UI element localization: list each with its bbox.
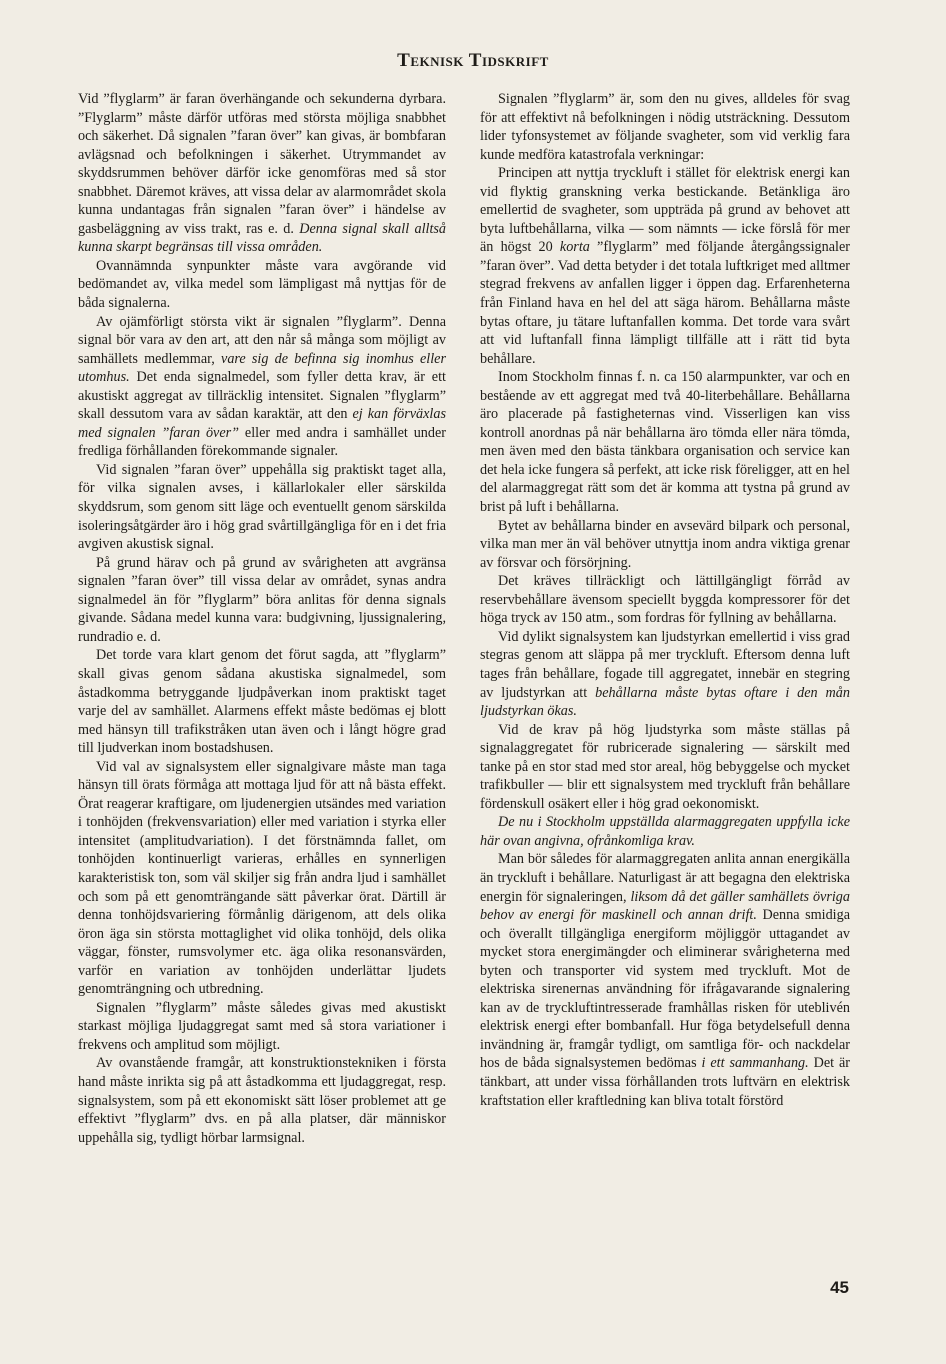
paragraph: Principen att nyttja tryckluft i stället för elektrisk energi kan vid flyktig granskning verka bestickande. Betänkliga äro emellertid de svagheter, som uppträda på grund av behovet att byta luftbehållarna, vilka — som nämnts — icke förslå för mer än högst 20 korta ”flyglarm” med följande återgångssignaler ”faran över”. Vad detta betyder i det totala luftkriget med alltmer stegrad frekvens av anfallen ligger i öppen dag. Erfarenheterna från Finland hava en hel del att säga härom. Behållarna måste bytas oftare, ju tätare luftanfallen komma. Det torde vara svårt att vid luftanfall finna lämpligt tillfälle att i rätt tid byta behållare. [480, 165, 850, 367]
paragraph: Det torde vara klart genom det förut sagda, att ”flyglarm” skall givas genom sådana akustiska signalmedel, som åstadkomma betryggande ljudpåverkan inom praktiskt taget varje del av samhället. Alarmens effekt måste bedömas ej blott med hänsyn till trafikstråken utan även och i långt högre grad till ljudverkan inom bostadshusen. [78, 647, 446, 757]
paragraph: Av ovanstående framgår, att konstruktionstekniken i första hand måste inrikta sig på att åstadkomma ett ljudaggregat, resp. signalsystem, som på ett ekonomiskt sätt löser problemet att ge effektivt ”flyglarm” dvs. en på alla platser, där människor uppehålla sig, tydligt hörbar larmsignal. [78, 1055, 446, 1146]
paragraph: De nu i Stockholm uppställda alarmaggregaten uppfylla icke här ovan angivna, ofrånkomliga krav. [480, 814, 850, 849]
paragraph: Vid ”flyglarm” är faran överhängande och sekunderna dyrbara. ”Flyglarm” måste därför utföras med största möjliga snabbhet och säkerhet. Då signalen ”faran över” kan givas, är bombfaran avlägsnad och befolkningen i säkerhet. Utrymmandet av skyddsrummen behöver därför icke genomföras med så stor snabbhet. Däremot kräves, att vissa delar av alarmområdet skola kunna undantagas från signalen ”faran över” i händelse av gasbeläggning av viss trakt, ras e. d. Denna signal skall alltså kunna skarpt begränsas till vissa områden. [78, 91, 447, 256]
paragraph: Det kräves tillräckligt och lättillgängligt förråd av reservbehållare ävensom speciellt byggda kompressorer för det höga tryck av 150 atm., som fordras för fyllning av behållarna. [480, 573, 850, 627]
paragraph: Signalen ”flyglarm” är, som den nu gives, alldeles för svag för att effektivt nå befolkningen i nödig utsträckning. Dessutom lider tyfonsystemet av följande svagheter, som vid verklig fara kunde medföra katastrofala verkningar: [480, 91, 850, 163]
page-number: 45 [830, 1278, 849, 1297]
paragraph: Bytet av behållarna binder en avsevärd bilpark och personal, vilka man mer än väl behöver utnyttja inom andra viktiga grenar av försvar och försörjning. [480, 517, 850, 571]
left-column [78, 90, 446, 1147]
paragraph: Vid val av signalsystem eller signalgivare måste man taga hänsyn till örats förmåga att mottaga ljud för att nå bästa effekt. Örat reagerar kraftigare, om ljudenergien utsändes med variation i tonhöjden (frekvensvariation) eller med variation i styrka eller intensitet (amplitudvariation). I det förstnämnda fallet, om tonhöjden kontinuerligt varieras, erhålles en synnerligen karakteristisk ton, som väl skiljer sig från andra ljud i samhället och som på ett genomträngande sätt påverkar örat. Därtill är denna tonhöjdsvariering förmånlig därigenom, att dels olika öron äga sin största mottaglighet vid olika tonhöjd, dels olika väggar, fönster, rumsvolymer etc. äga olika resonansvärden, varför en variation av tonhöjden underlättar ljudets genomträngning och utbredning. [78, 758, 446, 998]
paragraph: Signalen ”flyglarm” måste således givas med akustiskt starkast möjliga ljudaggregat samt med så stora variationer i frekvens och amplitud som möjligt. [78, 999, 446, 1053]
journal-title: Teknisk Tidskrift [397, 50, 549, 71]
paragraph: Man bör således för alarmaggregaten anlita annan energikälla än tryckluft i behållare. Naturligast är att begagna den elektriska energin för signaleringen, liksom då det gäller samhällets övriga behov av energi för maskinell och annan drift. Denna smidiga och överallt tillgängliga energiform möjliggör uttagandet av mycket stora energimängder och eliminerar svårigheterna med byten och transporter vid system med tryckluft. Mot de elektriska sirenernas användning för ifrågavarande signalering kan av de tryckluftintresserade framhållas risken för uteblivén elektrisk energi efter bombanfall. Hur föga betydelsefull denna invändning är, framgår tydligt, om samtliga för- och nackdelar hos de båda signalsystemen bedömas i ett sammanhang. Det är tänkbart, att under vissa förhållanden trots luftvärn en elektrisk kraftstation eller kraftledning kan bliva totalt förstörd [480, 851, 850, 1109]
paragraph: Vid dylikt signalsystem kan ljudstyrkan emellertid i viss grad stegras genom att släppa på mer tryckluft. Eftersom denna luft tages från behållare, fogade till aggregatet, innebär en stegring av ljudstyrkan att behållarna måste bytas oftare i den mån ljudstyrkan ökas. [480, 628, 850, 720]
right-column [480, 90, 850, 1110]
paragraph: Ovannämnda synpunkter måste vara avgörande vid bedömandet av, vilka medel som lämpligast må nyttjas för de båda signalerna. [78, 257, 446, 312]
paragraph: Inom Stockholm finnas f. n. ca 150 alarmpunkter, var och en bestående av ett aggregat med två 40-literbehållare. Behållarna äro placerade på fastigheternas vind. Visserligen kan viss kontroll anordnas på när behållarna äro tömda eller nära tömda, men även med den bästa tänkbara organisation och service kan det hela icke fungera så perfekt, att icke risk föreligger, att en hel del alarmaggregat rätt som det är komma att tystna på grund av brist på luft i behållarna. [480, 369, 850, 516]
paragraph: Vid de krav på hög ljudstyrka som måste ställas på signalaggregatet för rubricerade signalering — särskilt med tanke på en stor stad med stor areal, hög bebyggelse och mycket trafikbuller — blir ett signalsystem med tryckluft från behållare fördenskull osäkert eller i hög grad oekonomiskt. [480, 721, 850, 812]
paragraph: På grund härav och på grund av svårigheten att avgränsa signalen ”faran över” till vissa delar av området, synas andra signalmedel än för ”flyglarm” böra anlitas för denna signals givande. Sådana medel kunna vara: budgivning, ljussignalering, rundradio e. d. [78, 554, 446, 645]
paragraph: Av ojämförligt största vikt är signalen ”flyglarm”. Denna signal bör vara av den art, att den når så många som möjligt av samhällets medlemmar, vare sig de befinna sig inomhus eller utomhus. Det enda signalmedel, som fyller detta krav, är ett akustiskt aggregat av tillräcklig intensitet. Signalen ”flyglarm” skall dessutom vara av sådan karaktär, att den ej kan förväxlas med signalen ”faran över” eller med andra i samhället under fredliga förhållanden förekommande signaler. [78, 313, 447, 460]
paragraph: Vid signalen ”faran över” uppehålla sig praktiskt taget alla, för vilka signalen avses, i källarlokaler eller särskilda skyddsrum, som genom sitt läge och eventuellt genom särskilda isoleringsåtgärder äro i hög grad svårtillgängliga för en i det fria avgiven akustisk signal. [78, 461, 446, 553]
